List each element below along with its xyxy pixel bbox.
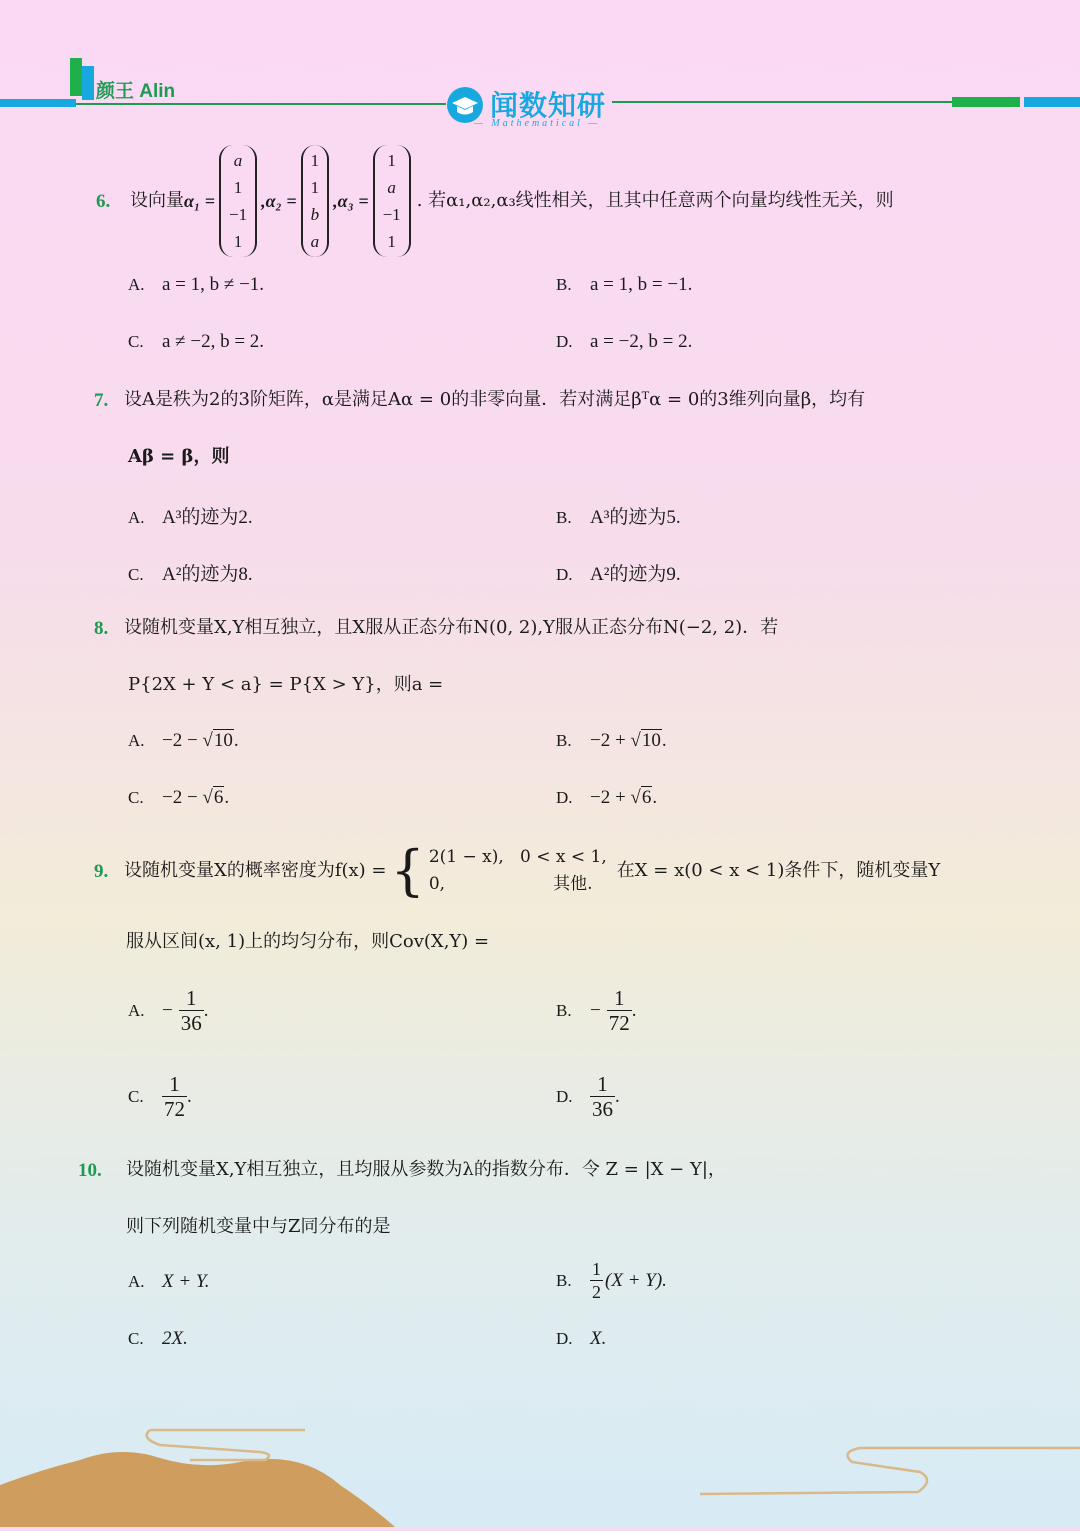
q7-line1: 设A是秩为2的3阶矩阵，α是满足Aα = 0的非零向量．若对满足βᵀα = 0的3维列向量β，均有: [124, 389, 866, 410]
q8-option-d: D. −2 + √6.: [556, 787, 658, 808]
q6-a1-entry: 1: [233, 232, 243, 251]
q9-case2: 0, 其他.: [428, 874, 593, 894]
header-line-right: [612, 101, 952, 103]
q8-line1: 设随机变量X,Y相互独立，且X服从正态分布N(0, 2),Y服从正态分布N(−2, 2)．若: [124, 617, 779, 638]
q6-suffix: . 若α₁,α₂,α₃线性相关，且其中任意两个向量均线性无关，则: [416, 190, 894, 211]
q6-a3-entry: a: [387, 178, 396, 197]
author-logo: [70, 56, 96, 104]
q9-option-b: B. − $\frac{1}{72}$ .: [556, 986, 637, 1035]
author-name: 颜王 Alin: [96, 81, 176, 102]
q10-line2: 则下列随机变量中与Z同分布的是: [126, 1216, 391, 1237]
q6-a2-entry: 1: [310, 151, 320, 170]
q8-option-c: C. −2 − √6.: [128, 787, 230, 808]
q6-a1-entry: a: [233, 151, 243, 170]
q8-option-b: B. −2 + √10.: [556, 730, 667, 751]
q6-a2-entry: a: [310, 232, 320, 251]
q6-vector-a2: [301, 145, 330, 257]
brand-name: 闻数知研: [490, 90, 607, 121]
q6-vector-a1: [219, 145, 257, 257]
q6-a1-entry: −1: [229, 205, 248, 224]
q6-number: 6.: [96, 191, 111, 212]
q8-line2: P{2X + Y < a} = P{X > Y}，则a =: [128, 674, 444, 695]
q7-option-b: B. A³的迹为5.: [556, 507, 681, 528]
q6-a1-entry: 1: [233, 178, 243, 197]
q9-option-c: C. $\frac{1}{72}$ .: [128, 1072, 192, 1121]
q6-a1-label: α₁ =: [184, 191, 215, 211]
q7-option-d: D. A²的迹为9.: [556, 564, 681, 585]
q9-option-a: A. − $\frac{1}{36}$ .: [128, 986, 209, 1035]
header-bar-green: [952, 97, 1020, 107]
q6-vector-a3: [373, 145, 411, 257]
q6-option-d: D. a = −2, b = 2.: [556, 331, 693, 352]
q9-suffix: 在X = x(0 < x < 1)条件下，随机变量Y: [616, 860, 941, 881]
q9-option-d: D. $\frac{1}{36}$ .: [556, 1072, 620, 1121]
q7-number: 7.: [94, 390, 109, 411]
q6-option-c: C. a ≠ −2, b = 2.: [128, 331, 265, 352]
q10-option-b: B. $\frac{1}{2}$ (X + Y).: [556, 1259, 667, 1302]
q9-prefix: 设随机变量X的概率密度为f(x) =: [124, 860, 387, 881]
q6-a3-label: ,α₃ =: [333, 191, 369, 211]
q10-option-c: C. 2X.: [128, 1328, 188, 1349]
q9-stem: [124, 838, 940, 904]
footer-decoration: [0, 1400, 1080, 1531]
q6-option-b: B. a = 1, b = −1.: [556, 274, 693, 295]
q9-brace: {: [390, 839, 425, 902]
q6-a3-entry: 1: [387, 151, 396, 170]
q8-number: 8.: [94, 618, 109, 639]
q10-number: 10.: [78, 1160, 102, 1181]
q9-case1: 2(1 − x), 0 < x < 1,: [428, 847, 607, 867]
q10-option-d: D. X.: [556, 1328, 607, 1349]
q6-option-a: A. a = 1, b ≠ −1.: [128, 274, 265, 295]
q9-cases: [429, 844, 607, 898]
q6-a2-entry: b: [310, 205, 320, 224]
brand-subtitle: — Mathematical —: [474, 118, 601, 129]
q7-line2: Aβ = β，则: [128, 446, 230, 467]
q10-option-a: A. X + Y.: [128, 1271, 210, 1292]
q6-stem: [130, 148, 894, 254]
q7-option-a: A. A³的迹为2.: [128, 507, 253, 528]
header-line-left: [76, 103, 446, 105]
q7-option-c: C. A²的迹为8.: [128, 564, 253, 585]
q9-number: 9.: [94, 861, 109, 882]
q6-a3-entry: 1: [387, 232, 396, 251]
q8-option-a: A. −2 − √10.: [128, 730, 239, 751]
q9-line2: 服从区间(x, 1)上的均匀分布，则Cov(X,Y) =: [126, 931, 490, 952]
header-bar-left: [0, 99, 76, 107]
header-bar-blue: [1024, 97, 1080, 107]
q6-prefix: 设向量: [130, 190, 184, 211]
q6-a2-label: ,α₂ =: [261, 191, 297, 211]
q10-line1: 设随机变量X,Y相互独立，且均服从参数为λ的指数分布．令 Z = |X − Y|，: [126, 1159, 726, 1180]
q6-a2-entry: 1: [310, 178, 320, 197]
q6-a3-entry: −1: [382, 205, 401, 224]
